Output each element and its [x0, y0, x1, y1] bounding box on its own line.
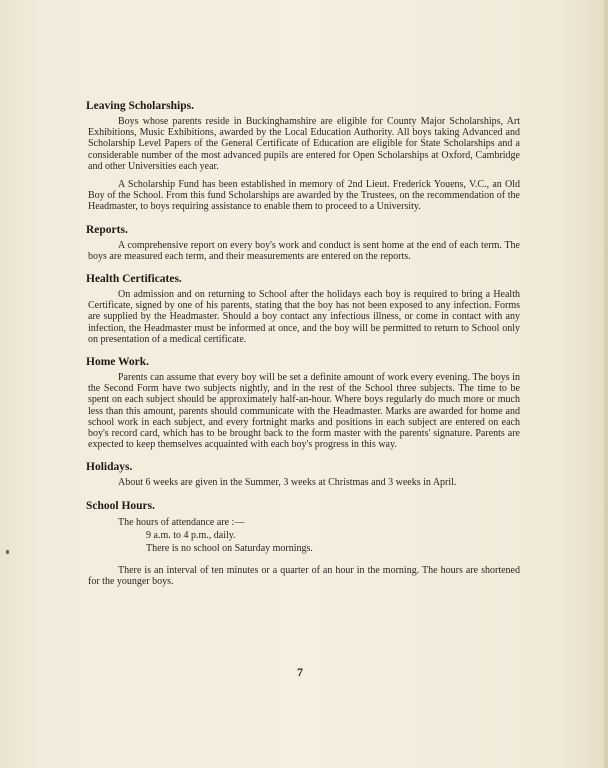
hours-block: [88, 516, 520, 555]
paper-speck: [6, 550, 9, 554]
hours-saturday: There is no school on Saturday mornings.: [146, 542, 313, 554]
page-edge: [604, 0, 608, 768]
section-paragraph: About 6 weeks are given in the Summer, 3 weeks at Christmas and 3 weeks in April.: [118, 477, 457, 489]
section-paragraph: Boys whose parents reside in Buckinghamshire are eligible for County Major Scholarships, Art Exhibitions, Music Exhibitions, awarded by the Local Education Authority. All boys taking Advanced and Scholarship Level Papers of the General Certificate of Education are eligible for State Scholarships and a considerable number of the most advanced pupils are entered for Open Scholarships at Oxford, Cambridge and other Universities each year.: [88, 116, 520, 172]
section-heading: Reports.: [86, 223, 128, 236]
section-heading: Home Work.: [86, 356, 150, 369]
section-school-hours: [88, 500, 520, 587]
section-paragraph: Parents can assume that every boy will be set a definite amount of work every evening. The boys in the Second Form have two subjects nightly, and in the rest of the School three subjects. The time to be spent on each subject should be approximately half-an-hour. Where boys regularly do much more or much less than this amount, parents should communicate with the Headmaster. Marks are awarded for home and school work in each subject, and every fortnight marks and positions in each subject are entered on each boy's record card, which has to be brought back to the form master with the parents' signature. Parents are expected to keep themselves acquainted with each boy's progress in this way.: [88, 372, 520, 451]
section-heading: Leaving Scholarships.: [86, 100, 194, 112]
hours-note: There is an interval of ten minutes or a quarter of an hour in the morning. The hours are shortened for the younger boys.: [88, 564, 520, 587]
section-reports: [88, 224, 520, 262]
section-heading: Health Certificates.: [86, 273, 182, 286]
page-content: [88, 100, 520, 598]
section-paragraph: A comprehensive report on every boy's work and conduct is sent home at the end of each term. The boys are measured each term, and their measurements are entered on the reports.: [88, 239, 520, 262]
section-holidays: [88, 461, 520, 488]
section-health-certificates: [88, 273, 520, 345]
page-number: 7: [297, 665, 303, 679]
section-heading: Holidays.: [86, 461, 133, 474]
hours-times: 9 a.m. to 4 p.m., daily.: [146, 529, 236, 541]
section-paragraph: A Scholarship Fund has been established in memory of 2nd Lieut. Frederick Youens, V.C., an Old Boy of the School. From this fund Scholarships are awarded by the Trustees, on the recommendation of the Headmaster, to boys requiring assistance to enable them to proceed to a University.: [88, 179, 520, 213]
section-paragraph: On admission and on returning to School after the holidays each boy is required to bring a Health Certificate, signed by one of his parents, stating that the boy has not been exposed to any infection. Forms are supplied by the Headmaster. Should a boy contact any infectious illness, or come in contact with any infection, the Headmaster must be informed at once, and the boy will be permitted to return to School only on presentation of a medical certificate.: [88, 289, 520, 345]
section-heading: School Hours.: [86, 499, 156, 512]
section-leaving-scholarships: [88, 100, 520, 213]
hours-intro: The hours of attendance are :—: [118, 516, 245, 528]
section-home-work: [88, 356, 520, 450]
